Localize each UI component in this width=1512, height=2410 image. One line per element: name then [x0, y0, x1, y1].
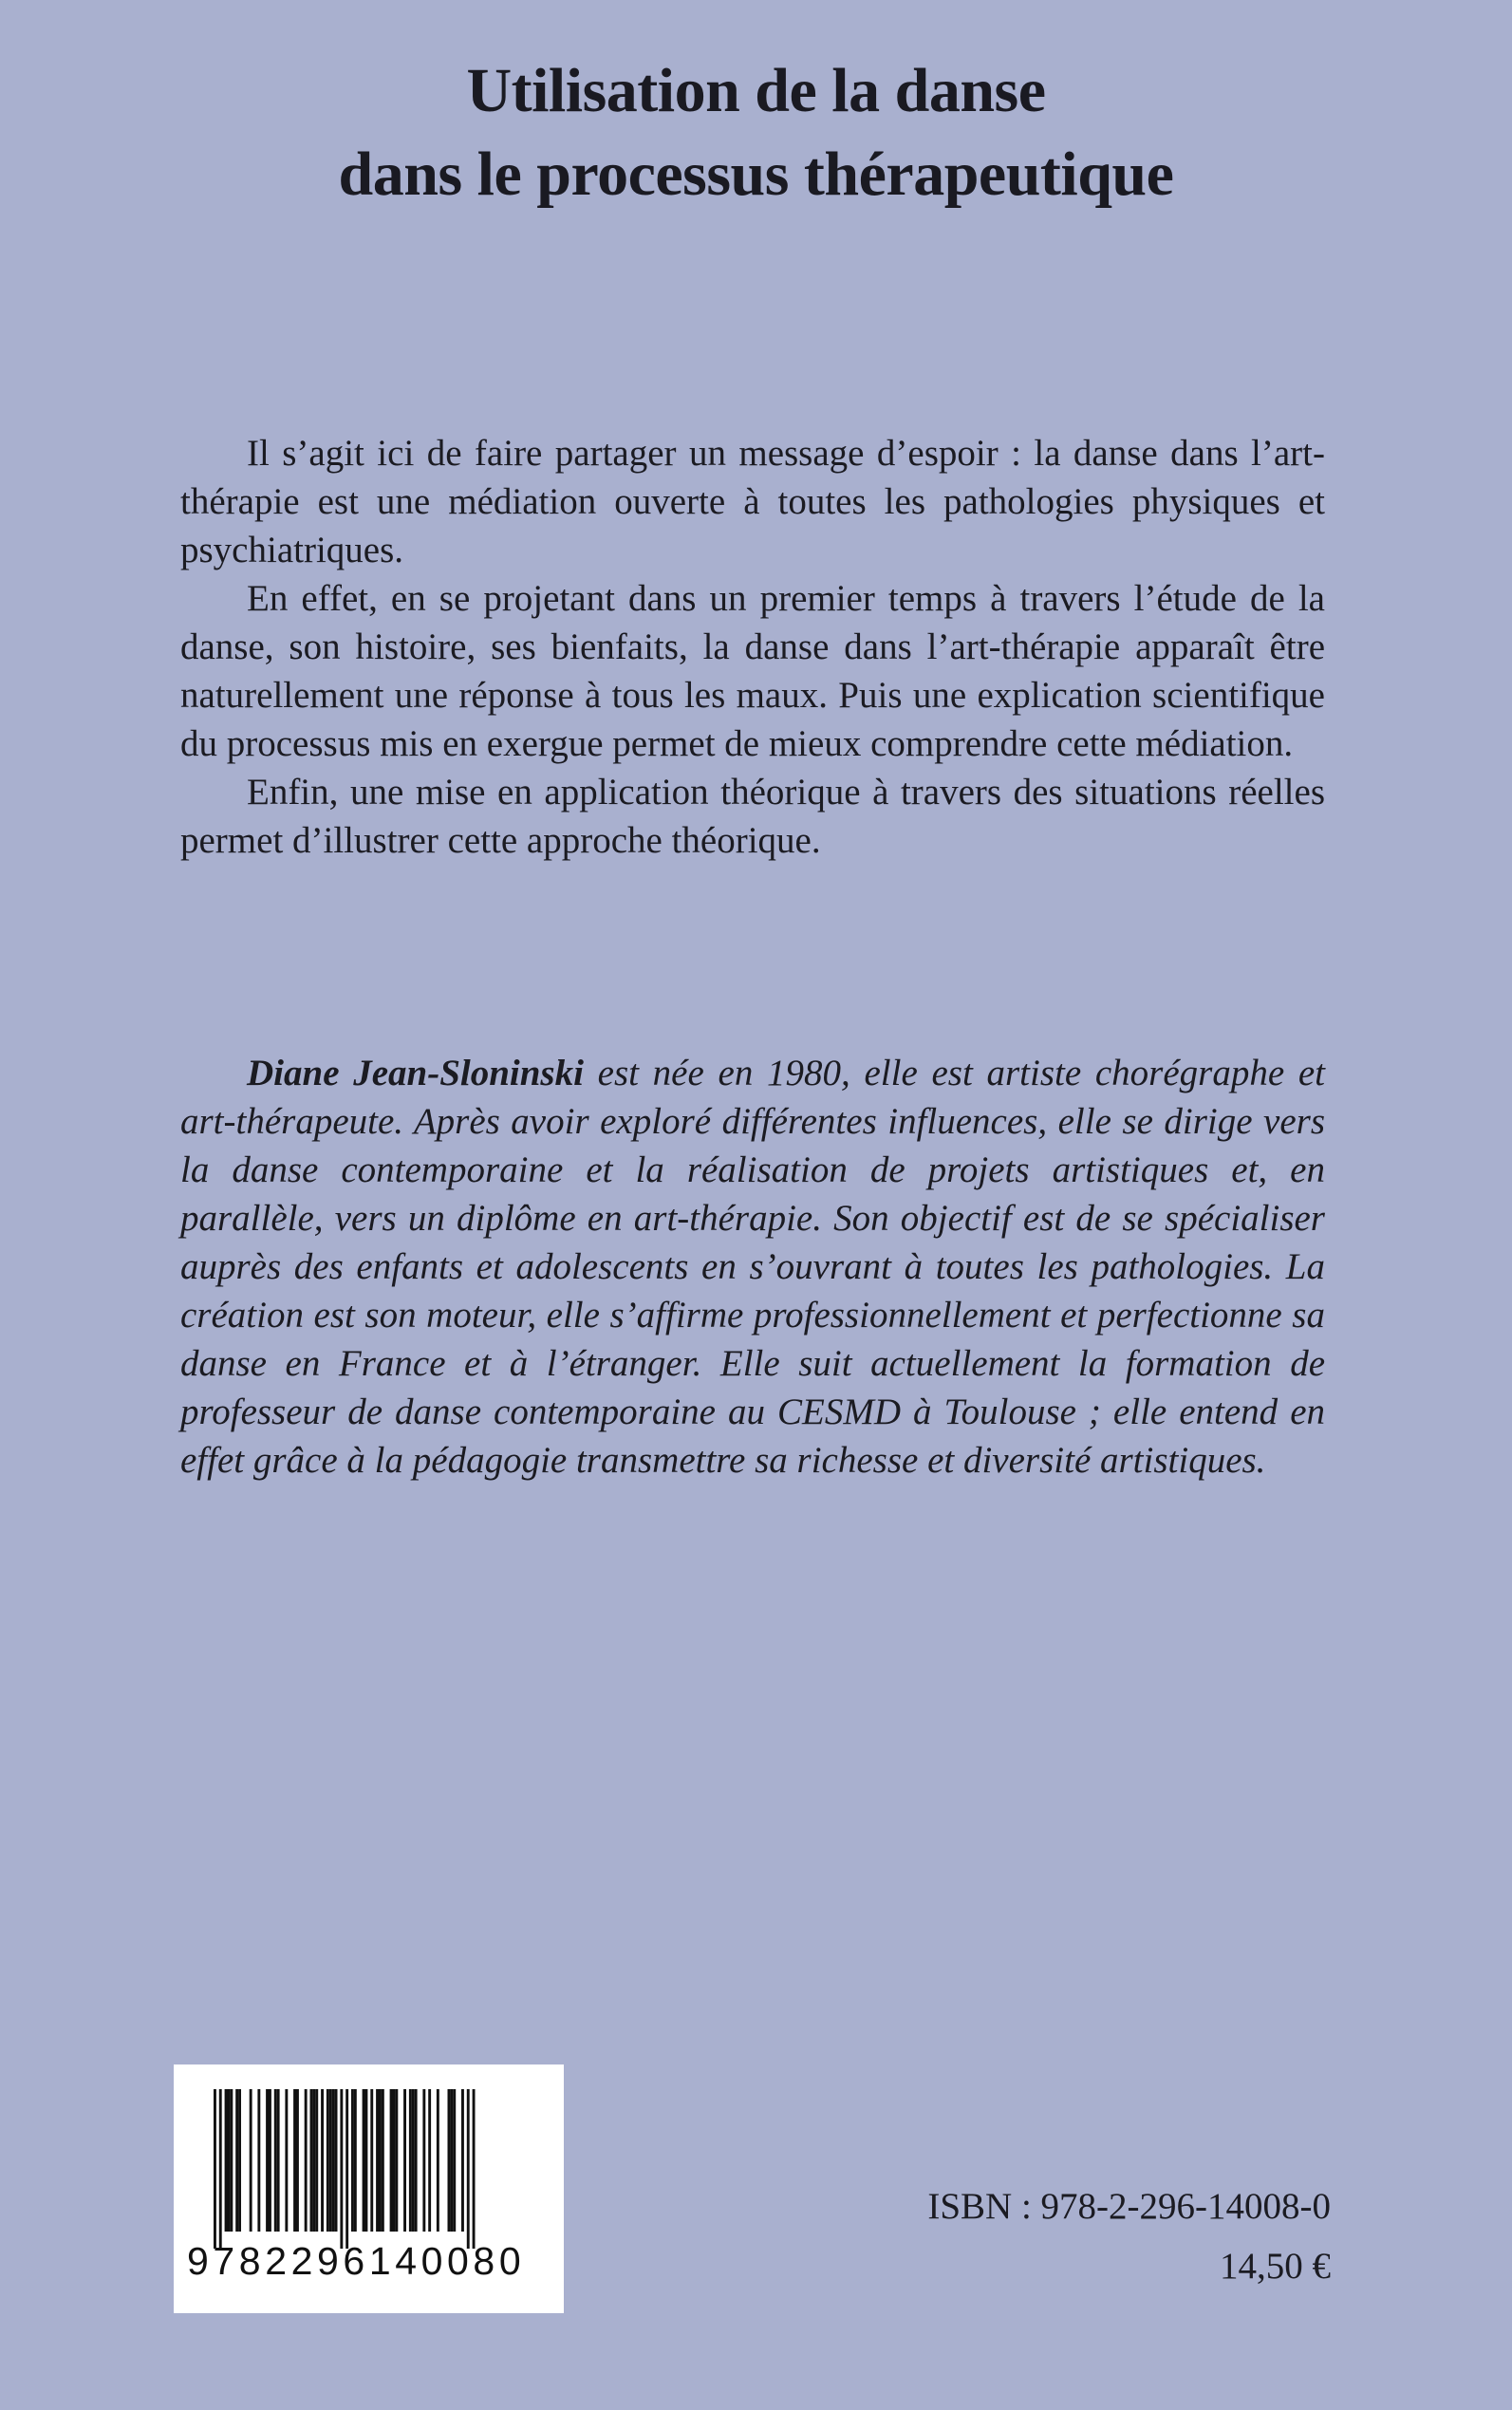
- barcode-bar: [345, 2089, 348, 2249]
- barcode-bar: [332, 2089, 335, 2232]
- barcode-bar: [473, 2089, 476, 2249]
- title-line-1: Utilisation de la danse: [466, 56, 1046, 125]
- barcode-bar: [370, 2089, 373, 2232]
- barcode-bar: [365, 2089, 368, 2232]
- barcode-bar: [315, 2089, 318, 2232]
- barcode-bar: [312, 2089, 315, 2232]
- barcode-bar: [269, 2089, 271, 2232]
- barcode-bar: [363, 2089, 365, 2232]
- barcode-bar: [340, 2089, 343, 2249]
- barcode-bar: [409, 2089, 412, 2232]
- barcode-bar: [467, 2089, 470, 2249]
- barcode-bar: [437, 2089, 439, 2232]
- barcode-bar: [266, 2089, 269, 2232]
- barcode-bar: [219, 2089, 222, 2249]
- barcode-bar: [351, 2089, 354, 2232]
- barcode-bar: [382, 2089, 384, 2232]
- barcode-bar: [448, 2089, 451, 2232]
- barcode-bar: [277, 2089, 280, 2232]
- book-summary: [180, 429, 1325, 865]
- barcode-bar: [376, 2089, 379, 2232]
- barcode-bar: [329, 2089, 332, 2232]
- price: 14,50 €: [1220, 2246, 1331, 2287]
- isbn: ISBN : 978-2-296-14008-0: [927, 2186, 1331, 2227]
- barcode-bar: [335, 2089, 338, 2232]
- author-name: Diane Jean-Sloninski: [247, 1053, 584, 1093]
- barcode-bar: [354, 2089, 357, 2232]
- author-bio-text: est née en 1980, elle est artiste chorégraphe et art-thérapeute. Après avoir exploré différentes influences, elle se dirige vers la danse contemporaine et la réalisation de projets artistiques et, en parallèle, vers un diplôme en art-thérapie. Son objectif est de se spécialiser auprès des enfants et adolescents en s’ouvrant à toutes les pathologies. La création est son moteur, elle s’affirme professionnellement et perfectionne sa danse en France et à l’étranger. Elle suit actuellement la formation de professeur de danse contemporaine au CESMD à Toulouse ; elle entend en effet grâce à la pédagogie transmettre sa richesse et diversité artistiques.: [180, 1053, 1325, 1481]
- barcode-bar: [412, 2089, 415, 2232]
- title-line-2: dans le processus thérapeutique: [338, 140, 1174, 209]
- barcode-bar: [321, 2089, 324, 2232]
- barcode-bar: [238, 2089, 241, 2232]
- barcode-bar: [415, 2089, 418, 2232]
- barcode-bar: [305, 2089, 308, 2232]
- barcode-bar: [461, 2089, 464, 2232]
- barcode-bar: [422, 2089, 425, 2232]
- barcode-bar: [403, 2089, 406, 2232]
- barcode-bar: [390, 2089, 393, 2232]
- barcode-bar: [296, 2089, 299, 2232]
- summary-paragraph-2: En effet, en se projetant dans un premier temps à travers l’étude de la danse, son histoire, ses bienfaits, la danse dans l’art-thérapie apparaît être naturellement une réponse à tous les maux. Puis une explication scientifique du processus mis en exergue permet de mieux comprendre cette médiation.: [180, 578, 1325, 764]
- barcode-digits: 9782296140080: [187, 2239, 526, 2283]
- summary-paragraph-1: Il s’agit ici de faire partager un message d’espoir : la danse dans l’art-thérapie est une médiation ouverte à toutes les pathologies physiques et psychiatriques.: [180, 433, 1325, 570]
- barcode-bar: [327, 2089, 329, 2232]
- barcode-bar: [310, 2089, 313, 2232]
- barcode-bar: [250, 2089, 252, 2232]
- book-title: [0, 49, 1512, 216]
- barcode-bar: [228, 2089, 231, 2232]
- barcode: [174, 2064, 564, 2313]
- barcode-bar: [225, 2089, 228, 2232]
- barcode-bar: [395, 2089, 398, 2232]
- author-bio: [180, 1049, 1325, 1485]
- barcode-bar: [428, 2089, 431, 2232]
- barcode-bar: [214, 2089, 216, 2249]
- barcode-bar: [379, 2089, 382, 2232]
- summary-paragraph-3: Enfin, une mise en application théorique à travers des situations réelles permet d’illustrer cette approche théorique.: [180, 772, 1325, 861]
- barcode-bar: [235, 2089, 238, 2232]
- barcode-bar: [450, 2089, 453, 2232]
- barcode-bar: [393, 2089, 396, 2232]
- barcode-bar: [293, 2089, 296, 2232]
- barcode-bar: [230, 2089, 233, 2232]
- barcode-bar: [257, 2089, 260, 2232]
- barcode-bar: [285, 2089, 288, 2232]
- barcode-bar: [274, 2089, 277, 2232]
- barcode-bar: [453, 2089, 456, 2232]
